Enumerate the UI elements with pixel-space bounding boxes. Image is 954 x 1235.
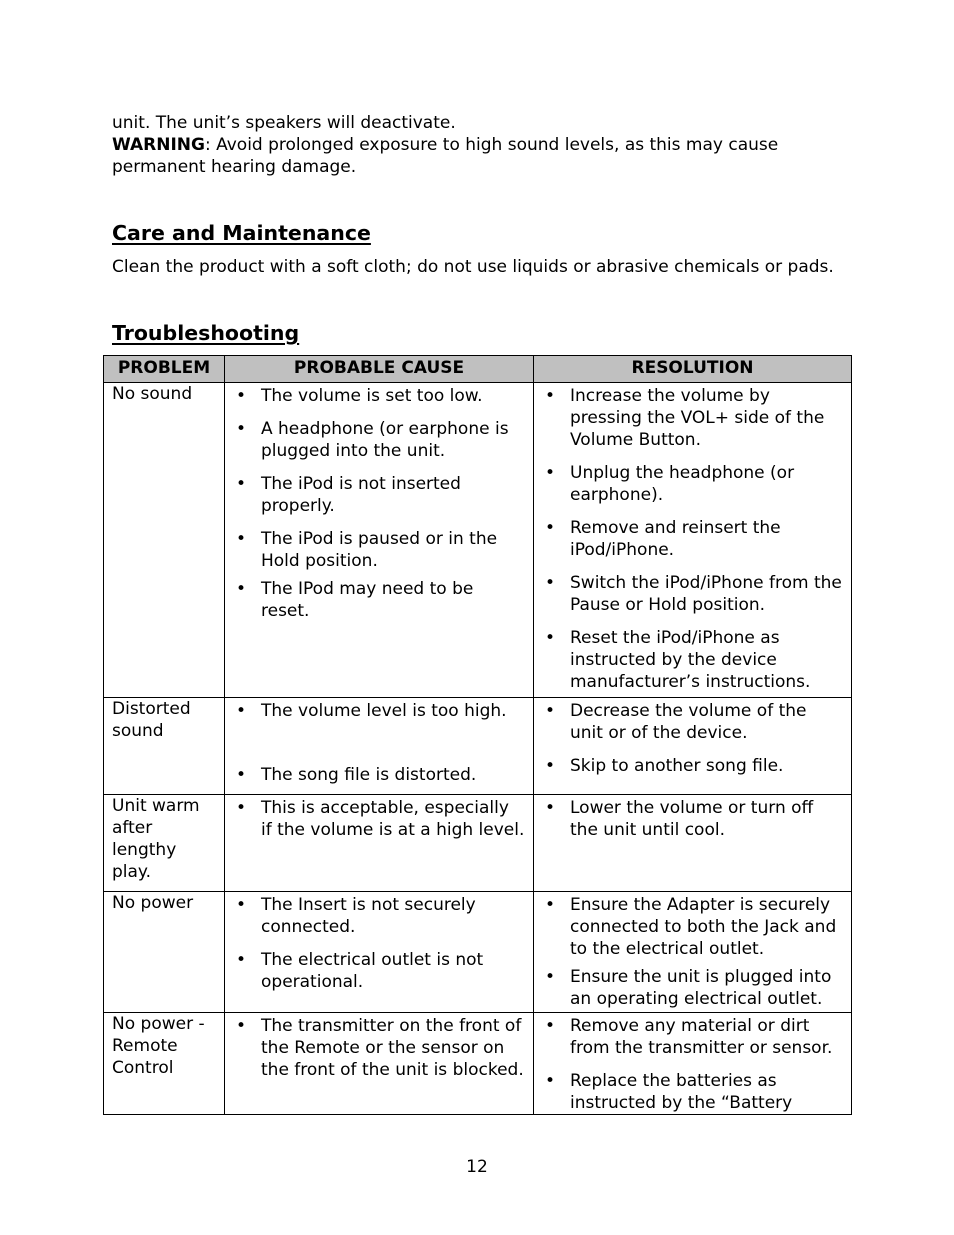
problem-cell: Distorted sound [104, 698, 225, 795]
cause-cell [225, 892, 534, 1013]
resolution-item: • Replace the batteries as instructed by the “Battery [542, 1070, 843, 1114]
header-probable-cause: PROBABLE CAUSE [225, 356, 534, 383]
warning-label: WARNING [112, 135, 205, 155]
cause-item: • The song file is distorted. [233, 764, 525, 786]
table-row [104, 383, 852, 698]
problem-cell: No sound [104, 383, 225, 698]
cause-item: • This is acceptable, especially if the volume is at a high level. [233, 797, 525, 841]
care-text: Clean the product with a soft cloth; do not use liquids or abrasive chemicals or pads. [112, 257, 834, 277]
resolution-item: • Decrease the volume of the unit or of the device. [542, 700, 843, 744]
resolution-item: • Switch the iPod/iPhone from the Pause or Hold position. [542, 572, 843, 616]
troubleshooting-heading: Troubleshooting [112, 321, 300, 345]
care-heading: Care and Maintenance [112, 221, 371, 245]
cause-item: • The IPod may need to be reset. [233, 578, 525, 622]
resolution-item: • Reset the iPod/iPhone as instructed by the device manufacturer’s instructions. [542, 627, 843, 693]
resolution-item: • Ensure the unit is plugged into an operating electrical outlet. [542, 966, 843, 1010]
cause-item: • The volume is set too low. [233, 385, 525, 407]
cause-item: • The iPod is not inserted properly. [233, 473, 525, 517]
problem-cell: No power [104, 892, 225, 1013]
resolution-item: • Skip to another song file. [542, 755, 843, 777]
table-row [104, 795, 852, 892]
resolution-item: • Ensure the Adapter is securely connected to both the Jack and to the electrical outlet. [542, 894, 843, 960]
problem-cell: Unit warm after lengthy play. [104, 795, 225, 892]
resolution-item: • Lower the volume or turn off the unit until cool. [542, 797, 843, 841]
resolution-cell [534, 383, 852, 698]
cause-item: • A headphone (or earphone is plugged into the unit. [233, 418, 525, 462]
table-row [104, 1013, 852, 1115]
page-number: 12 [466, 1157, 488, 1177]
cause-item: • The electrical outlet is not operational. [233, 949, 525, 993]
table-row [104, 892, 852, 1013]
cause-item: • The volume level is too high. [233, 700, 525, 722]
warning-text: : Avoid prolonged exposure to high sound levels, as this may cause permanent hearing damage. [112, 135, 779, 177]
resolution-item: • Unplug the headphone (or earphone). [542, 462, 843, 506]
cause-item: • The iPod is paused or in the Hold position. [233, 528, 525, 572]
cause-cell [225, 383, 534, 698]
cause-item: • The transmitter on the front of the Remote or the sensor on the front of the unit is blocked. [233, 1015, 525, 1081]
resolution-cell [534, 795, 852, 892]
warning-paragraph [112, 134, 872, 178]
header-resolution: RESOLUTION [534, 356, 852, 383]
resolution-cell [534, 698, 852, 795]
problem-cell: No power - Remote Control [104, 1013, 225, 1115]
intro-line: unit. The unit’s speakers will deactivate. [112, 113, 456, 133]
troubleshooting-table [103, 355, 852, 1115]
header-problem: PROBLEM [104, 356, 225, 383]
cause-cell [225, 1013, 534, 1115]
cause-cell [225, 795, 534, 892]
resolution-item: • Remove and reinsert the iPod/iPhone. [542, 517, 843, 561]
resolution-item: • Remove any material or dirt from the transmitter or sensor. [542, 1015, 843, 1059]
cause-item: • The Insert is not securely connected. [233, 894, 525, 938]
resolution-cell [534, 1013, 852, 1115]
table-header-row [104, 356, 852, 383]
cause-cell [225, 698, 534, 795]
table-row [104, 698, 852, 795]
intro-text [112, 112, 872, 178]
resolution-cell [534, 892, 852, 1013]
resolution-item: • Increase the volume by pressing the VOL+ side of the Volume Button. [542, 385, 843, 451]
